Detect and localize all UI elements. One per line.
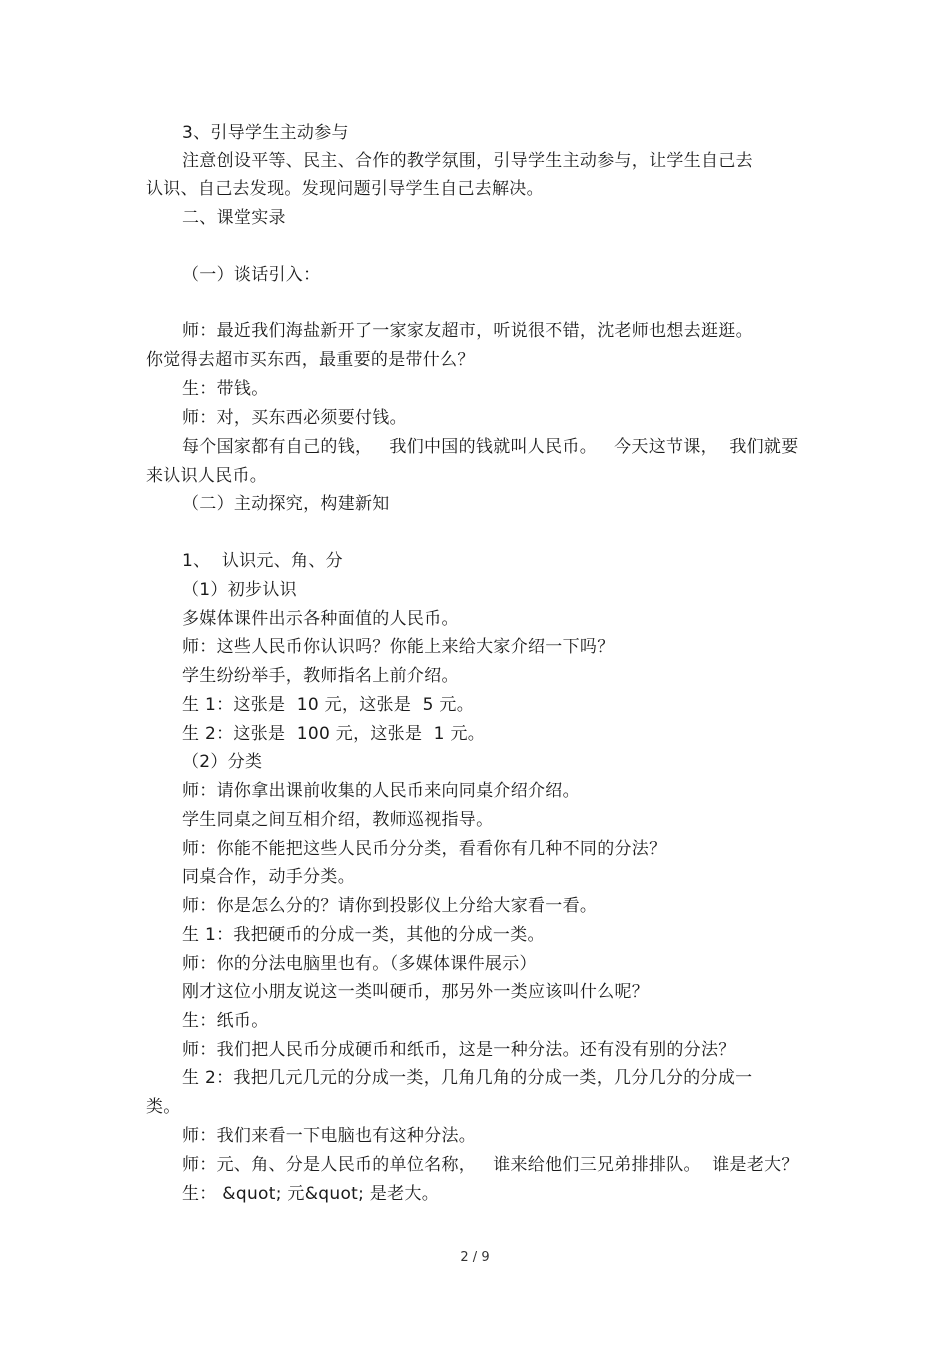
text-line: 师：对，买东西必须要付钱。 — [182, 408, 407, 428]
text-line: 认识、自己去发现。发现问题引导学生自己去解决。 — [146, 179, 544, 199]
subsection-heading: （二）主动探究，构建新知 — [182, 494, 390, 514]
text-line: 师：最近我们海盐新开了一家家友超市，听说很不错，沈老师也想去逛逛。 — [182, 321, 753, 341]
text-line: 注意创设平等、民主、合作的教学氛围，引导学生主动参与，让学生自己去 — [182, 151, 753, 171]
text-line: 1、 认识元、角、分 — [182, 551, 343, 571]
text-line: 生 2：这张是 100 元，这张是 1 元。 — [182, 724, 486, 744]
text-line: 生 1：这张是 10 元，这张是 5 元。 — [182, 695, 474, 715]
text-line: 师：我们来看一下电脑也有这种分法。 — [182, 1126, 477, 1146]
text-line: 你觉得去超市买东西，最重要的是带什么？ — [146, 350, 475, 370]
text-line: 学生纷纷举手，教师指名上前介绍。 — [182, 666, 459, 686]
text-line: 生 2：我把几元几元的分成一类，几角几角的分成一类，几分几分的分成一 — [182, 1068, 753, 1088]
section-heading: 二、课堂实录 — [182, 208, 286, 228]
text-line: 师：元、角、分是人民币的单位名称， 谁来给他们三兄弟排排队。 谁是老大？ — [182, 1155, 799, 1175]
text-line: 学生同桌之间互相介绍，教师巡视指导。 — [182, 810, 494, 830]
text-line: 来认识人民币。 — [146, 466, 268, 486]
text-line: 师：你是怎么分的？请你到投影仪上分给大家看一看。 — [182, 896, 598, 916]
text-line: 3、引导学生主动参与 — [182, 123, 349, 143]
text-line: 生：纸币。 — [182, 1011, 269, 1031]
text-line: 生 1：我把硬币的分成一类，其他的分成一类。 — [182, 925, 545, 945]
text-line: 生： &quot; 元&quot; 是老大。 — [182, 1184, 440, 1204]
text-line: 师：我们把人民币分成硬币和纸币，这是一种分法。还有没有别的分法？ — [182, 1040, 736, 1060]
text-line: 师：你的分法电脑里也有。（多媒体课件展示） — [182, 954, 537, 974]
text-line: 生：带钱。 — [182, 379, 269, 399]
text-line: 每个国家都有自己的钱， 我们中国的钱就叫人民币。 今天这节课， 我们就要 — [182, 437, 799, 457]
text-line: （1）初步认识 — [182, 580, 297, 600]
page-number: 2 / 9 — [460, 1250, 490, 1265]
text-line: 多媒体课件出示各种面值的人民币。 — [182, 609, 459, 629]
text-line: 师：这些人民币你认识吗？你能上来给大家介绍一下吗？ — [182, 637, 615, 657]
subsection-heading: （一）谈话引入： — [182, 265, 321, 285]
text-line: 师：请你拿出课前收集的人民币来向同桌介绍介绍。 — [182, 781, 580, 801]
text-line: 同桌合作，动手分类。 — [182, 867, 355, 887]
text-line: 刚才这位小朋友说这一类叫硬币，那另外一类应该叫什么呢？ — [182, 982, 650, 1002]
text-line: （2）分类 — [182, 752, 263, 772]
text-line: 类。 — [146, 1097, 181, 1117]
text-line: 师：你能不能把这些人民币分分类，看看你有几种不同的分法？ — [182, 839, 667, 859]
